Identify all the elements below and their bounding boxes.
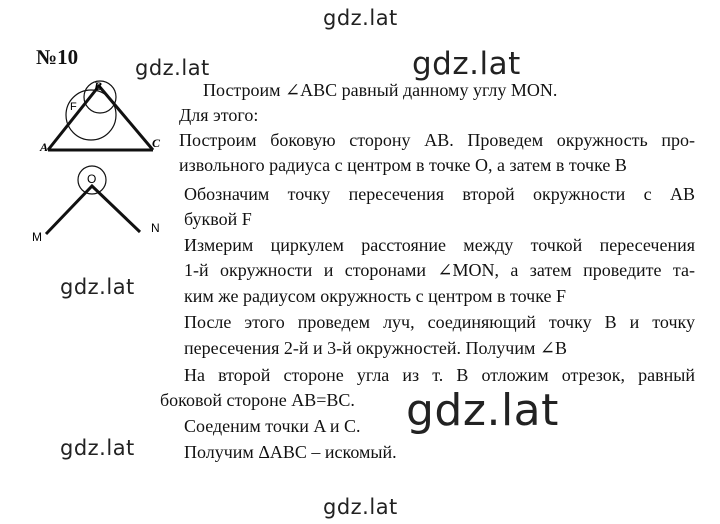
vertex-label-a: A [40,140,49,154]
point-label-f: F [70,101,77,113]
watermark-left-middle: gdz.lat [60,275,135,299]
solution-line-9: ким же радиусом окружность с центром в точке F [184,286,567,306]
problem-number: №10 [36,45,79,69]
triangle-sides [48,86,153,150]
solution-line-1: Построим ∠ABC равный данному углу MON. [203,80,558,100]
solution-line-13: боковой стороне AB=BC. [160,390,355,410]
solution-line-2: Для этого: [179,105,259,125]
solution-line-8: 1-й окружности и сторонами ∠MON, а затем проведите та- [184,260,695,280]
solution-line-15: Получим ΔABC – искомый. [184,442,397,462]
triangle-figure [38,77,168,157]
watermark-center-upper: gdz.lat [412,49,531,80]
solution-line-11: пересечения 2-й и 3-й окружностей. Получим ∠B [184,338,567,358]
angle-rays [46,186,140,234]
watermark-left-upper: gdz.lat [135,56,210,80]
ray-label-n: N [151,221,160,235]
watermark-center-large: gdz.lat [406,385,559,436]
vertex-label-c: C [152,136,161,150]
watermark-left-lower: gdz.lat [60,436,135,460]
watermark-bottom: gdz.lat [323,495,398,519]
solution-line-7: Измерим циркулем расстояние между точкой пересечения [184,235,695,255]
ray-label-m: M [32,230,42,244]
watermark-top: gdz.lat [323,6,398,30]
solution-line-5: Обозначим точку пересечения второй окружности с AB [184,184,695,204]
solution-line-10: После этого проведем луч, соединяющий точку B и точку [184,312,695,332]
solution-line-6: буквой F [184,209,252,229]
angle-figure [30,160,170,245]
vertex-label-o: O [87,172,97,186]
solution-line-4: извольного радиуса с центром в точке O, а затем в точке B [179,155,627,175]
solution-line-3: Построим боковую сторону AB. Проведем окружность про- [179,130,695,150]
vertex-label-b: B [94,79,103,93]
solution-line-14: Соедeним точки A и C. [184,416,361,436]
solution-line-12: На второй стороне угла из т. B отложим отрезок, равный [184,365,695,385]
